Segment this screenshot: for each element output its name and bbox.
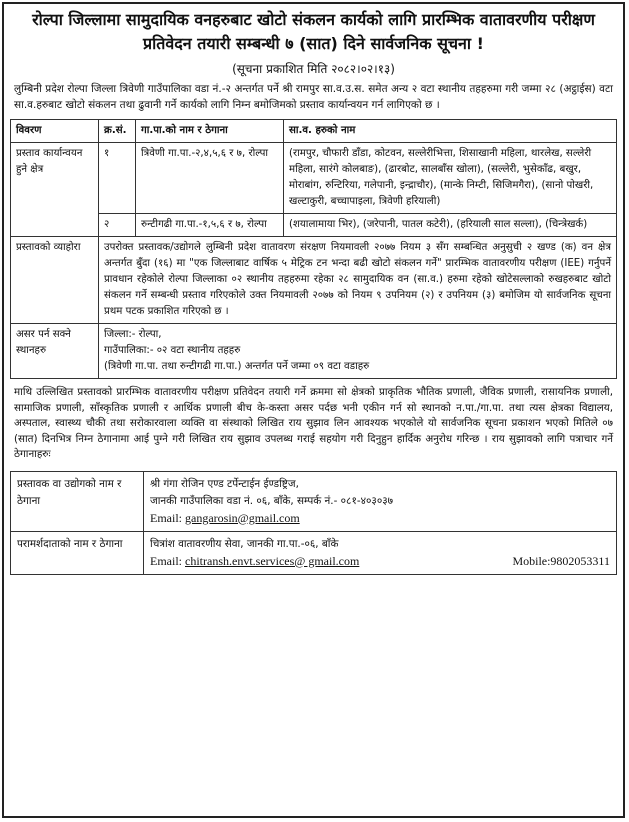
request-paragraph: माथि उल्लिखित प्रस्तावको प्रारम्भिक वातावरणीय परीक्षण प्रतिवेदन तयारी गर्ने क्रममा सो क्षेत्रको प्राकृतिक भौतिक प्रणाली, जैविक प्रणाली, रासायनिक प्रणाली, सामाजिक प्रणाली, साँस्कृतिक प्रणाली र आर्थिक प्रणाली बीच के-कस्ता असर पर्दछ भनी एकीन गर्न सो स्थानको न.पा./गा.पा. तथा त्यस क्षेत्रका विद्यालय, अस्पताल, स्वास्थ्य चौकी तथा सरोकारवाला व्यक्ति वा संस्थाको लिखित राय सुझाव लिन आवश्यक भएकोले यो सार्वजनिक सूचना प्रकाशन भएको मितिले ०७ (सात) दिनभित्र निम्न ठेगानामा आई पुग्ने गरी लिखित राय सुझाव उपलब्ध गराई सहयोग गरी दिनुहुन हार्दिक अनुरोध गरिन्छ । राय सुझावको लागि पत्राचार गर्ने ठेगानाहरुः: [14, 386, 613, 460]
table-header-row: [11, 120, 617, 143]
header-description: विवरण: [11, 120, 99, 143]
consultant-label: परामर्शदाताको नाम र ठेगाना: [11, 531, 144, 574]
table-row: [11, 143, 617, 214]
proposer-email-line: [150, 510, 610, 527]
row-forests: (रामपुर, चौफारी डाँडा, कोटवन, सल्लेरीभित्ता, शिसाखानी महिला, थारलेख, सल्लेरी महिला, सारंगे कोलबाङ), (ढारबोट, सालबाँस खोला), (सल्लेरी, भुसेकाँढ, बखुर, मोराबांग, रुन्टिरिया, गलेपानी, इन्द्राचौर), (मान्के निम्टी, सिजिमगैरा), (सानो पोखरी, खल्टाकुरी, बच्चापाइला, त्रिवेणी हरियाली): [284, 143, 617, 214]
row-forests: (शयालामाया भिर), (जरेपानी, पातल कटेरी), (हरियाली साल सल्ला), (चिन्त्रेखर्क): [284, 214, 617, 237]
row-sn: १: [99, 143, 136, 214]
proposal-table: [10, 119, 617, 379]
table-row: [11, 471, 617, 531]
consultant-email-line: [150, 553, 610, 570]
implementation-area-label: प्रस्ताव कार्यान्वयन हुने क्षेत्र: [11, 143, 99, 237]
intro-paragraph: लुम्बिनी प्रदेश रोल्पा जिल्ला त्रिवेणी गाउँपालिका वडा नं.-२ अन्तर्गत पर्ने श्री रामपुर सा.व.उ.स. समेत अन्य २ वटा स्थानीय तहहरुमा गरी जम्मा २८ (अट्ठाईस) वटा सा.व.हरुबाट खोटो संकलन तथा ढुवानी गर्ने कार्यको लागि निम्न बमोजिमको प्रस्ताव कार्यान्वयन गर्न लागिएको छ ।: [14, 83, 613, 111]
proposer-address: जानकी गाउँपालिका वडा नं. ०६, बाँके, सम्पर्क नं.- ०८१-४०३०३७: [150, 494, 394, 507]
proposer-email-link[interactable]: gangarosin@gmail.com: [185, 510, 300, 525]
affected-palika: गाउँपालिका:- ०२ वटा स्थानीय तहहरु: [104, 345, 241, 356]
header-forests: सा.व. हरुको नाम: [284, 120, 617, 143]
proposer-details: [144, 471, 617, 531]
header-sn: क्र.सं.: [99, 120, 136, 143]
proposal-description-label: प्रस्तावको व्याहोरा: [11, 237, 99, 324]
affected-places: [99, 324, 617, 379]
notice-page: [2, 2, 625, 818]
consultant-details: [144, 531, 617, 574]
proposer-name: श्री गंगा रोजिन एण्ड टर्पेन्टाईन ईण्डष्ट्रिज,: [150, 477, 299, 490]
table-row: [11, 531, 617, 574]
consultant-name: चित्रांश वातावरणीय सेवा, जानकी गा.पा.-०६, बाँके: [150, 537, 339, 550]
table-row: [11, 214, 617, 237]
email-label: Email:: [150, 553, 182, 568]
publish-date: (सूचना प्रकाशित मिति २०८२।०२।१३): [232, 62, 395, 76]
affected-wards: (त्रिवेणी गा.पा. तथा रुन्टीगढी गा.पा.) अन्तर्गत पर्ने जम्मा ०९ वटा वडाहरु: [104, 361, 370, 372]
consultant-mobile: Mobile:9802053311: [512, 553, 610, 568]
contact-table: [10, 471, 617, 575]
row-palika: त्रिवेणी गा.पा.-२,४,५,६ र ७, रोल्पा: [136, 143, 284, 214]
header-palika: गा.पा.को नाम र ठेगाना: [136, 120, 284, 143]
affected-places-label: असर पर्न सक्ने स्थानहरु: [11, 324, 99, 379]
table-row: [11, 237, 617, 324]
row-sn: २: [99, 214, 136, 237]
table-row: [11, 324, 617, 379]
consultant-email-link[interactable]: chitransh.envt.services@ gmail.com: [185, 553, 360, 568]
email-label: Email:: [150, 510, 182, 525]
proposal-description-text: उपरोक्त प्रस्तावक/उद्योगले लुम्बिनी प्रदेश वातावरण संरक्षण नियमावली २०७७ नियम ३ सँग सम्बन्धित अनुसुची २ खण्ड (क) वन क्षेत्र अन्तर्गत बुँदा (१६) मा "एक जिल्लाबाट वार्षिक ५ मेट्रिक टन भन्दा बढी खोटो संकलन गर्ने" प्रारम्भिक वातावरणीय परीक्षण (IEE) गर्नुपर्ने प्रावधान रहेकोले रोल्पा जिल्लाका ०२ स्थानीय तहहरुमा रहेका २८ सामुदायिक वन (सा.व.) हरुमा रहेको खोटेसल्लाको रुखहरुबाट खोटो संकलन गर्ने सम्बन्धी प्रस्ताव गरिएकोले उक्त नियमावली २०७७ को नियम ९ उपनियम (२) र उपनियम (३) बमोजिम यो सार्वजनिक सूचना प्रथम पटक प्रकाशित गरिएको छ ।: [99, 237, 617, 324]
proposer-label: प्रस्तावक वा उद्योगको नाम र ठेगाना: [11, 471, 144, 531]
notice-title: रोल्पा जिल्लामा सामुदायिक वनहरुबाट खोटो संकलन कार्यको लागि प्रारम्भिक वातावरणीय परीक्षण प्रतिवेदन तयारी सम्बन्धी ७ (सात) दिने सार्वजनिक सूचना !: [32, 10, 595, 53]
row-palika: रुन्टीगढी गा.पा.-१,५,६ र ७, रोल्पा: [136, 214, 284, 237]
affected-district: जिल्ला:- रोल्पा,: [104, 329, 162, 340]
